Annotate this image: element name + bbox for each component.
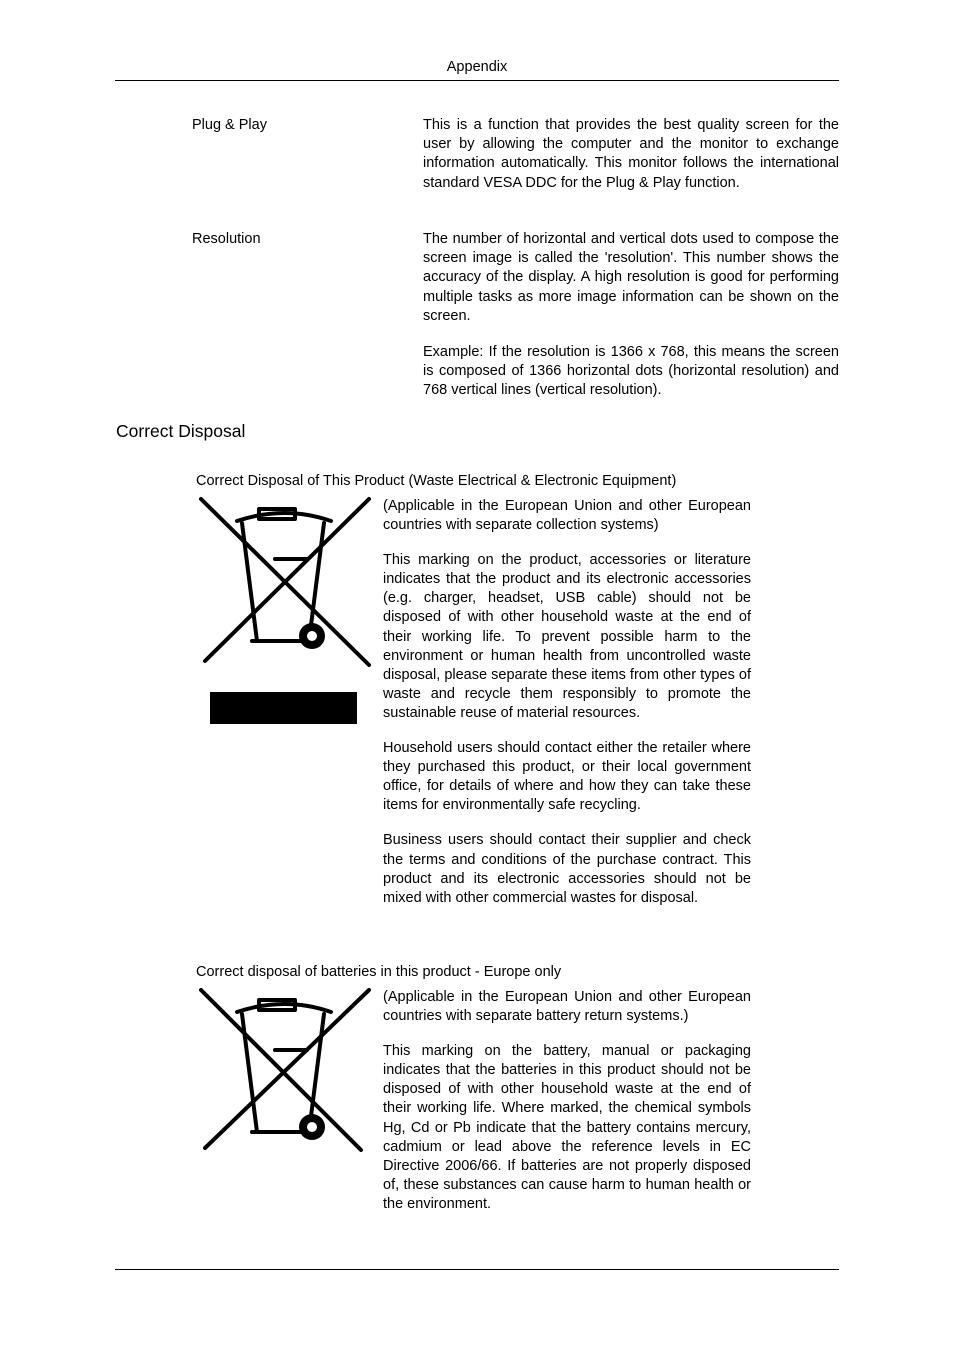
weee-paragraph: Business users should contact their supplier and check the terms and conditions of the purchase contract. This product and its electronic accessories should not be mixed with other commercial wastes for disposal. [383, 832, 751, 906]
weee-subsection-title: Correct Disposal of This Product (Waste Electrical & Electronic Equipment) [196, 473, 677, 489]
weee-paragraph: This marking on the product, accessories or literature indicates that the product and its electronic accessories (e.g. charger, headset, USB cable) should not be disposed of with other household waste at the end of their working life. To prevent possible harm to the environment or human health from uncontrolled waste disposal, please separate these items from other types of waste and recycle them responsibly to promote the sustainable reuse of material resources. [383, 552, 751, 721]
weee-paragraph: Household users should contact either the retailer where they purchased this product, or their local government office, for details of where and how they can take these items for environmentally safe recycling. [383, 740, 751, 814]
batteries-body [383, 988, 751, 1230]
definition-paragraph: Example: If the resolution is 1366 x 768, this means the screen is composed of 1366 horizontal dots (horizontal resolution) and 768 vertical lines (vertical resolution). [423, 344, 839, 399]
weee-body [383, 497, 751, 924]
weee-paragraph: (Applicable in the European Union and other European countries with separate collection systems) [383, 498, 751, 534]
crossed-out-wheelie-bin-icon [197, 495, 377, 735]
header-divider [115, 80, 839, 81]
footer-divider [115, 1269, 839, 1270]
glossary-definition-plug-and-play [423, 116, 839, 210]
batteries-paragraph: This marking on the battery, manual or packaging indicates that the batteries in this product should not be disposed of with other household waste at the end of their working life. Where marked, the chemical symbols Hg, Cd or Pb indicate that the battery contains mercury, cadmium or lead above the reference levels in EC Directive 2006/66. If batteries are not properly disposed of, these substances can cause harm to human health or the environment. [383, 1043, 751, 1212]
glossary-definition-resolution [423, 230, 839, 418]
batteries-paragraph: (Applicable in the European Union and other European countries with separate battery return systems.) [383, 989, 751, 1025]
glossary-term-plug-and-play: Plug & Play [192, 117, 267, 133]
definition-paragraph: The number of horizontal and vertical dots used to compose the screen image is called the 'resolution'. This number shows the accuracy of the display. A high resolution is good for performing multiple tasks as more image information can be shown on the screen. [423, 231, 839, 324]
crossed-out-wheelie-bin-icon [197, 986, 377, 1166]
batteries-subsection-title: Correct disposal of batteries in this product - Europe only [196, 964, 562, 980]
section-title-correct-disposal: Correct Disposal [116, 421, 246, 441]
definition-paragraph: This is a function that provides the best quality screen for the user by allowing the computer and the monitor to exchange information automatically. This monitor follows the international standard VESA DDC for the Plug & Play function. [423, 117, 839, 191]
page-header-title: Appendix [446, 59, 508, 75]
glossary-term-resolution: Resolution [192, 231, 261, 247]
